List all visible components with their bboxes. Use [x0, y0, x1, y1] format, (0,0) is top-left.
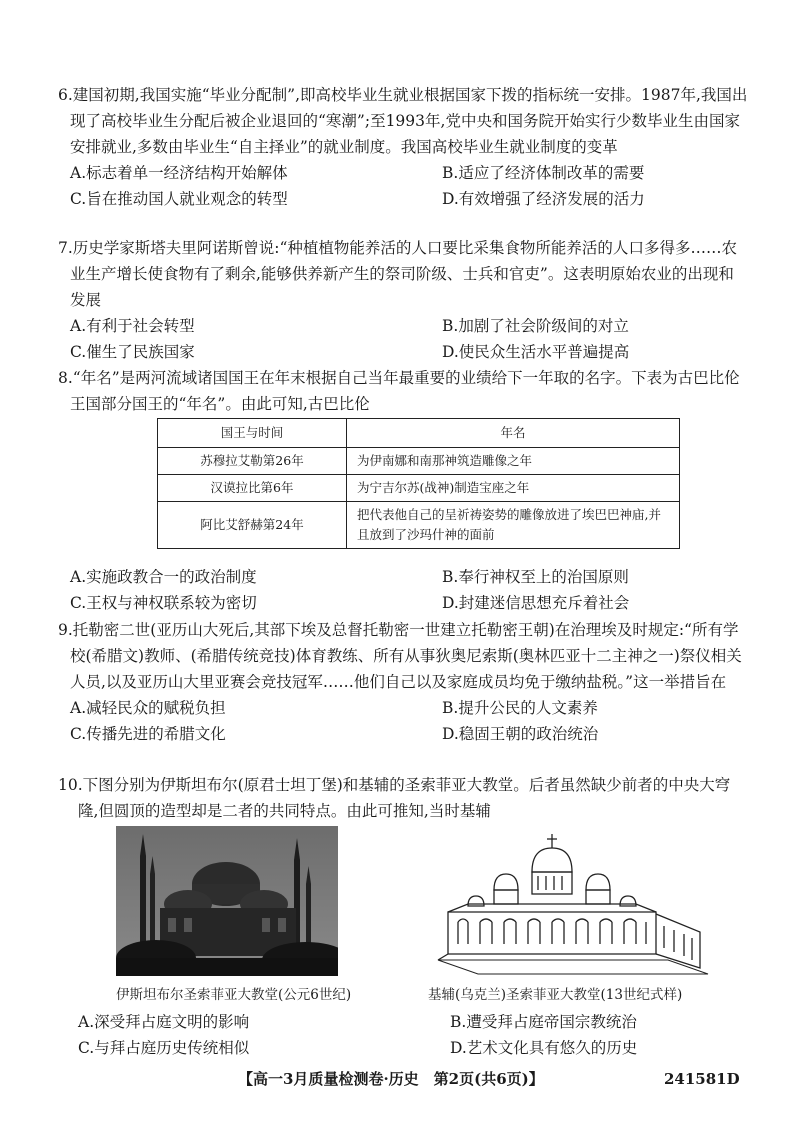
- question-10: [58, 772, 748, 824]
- question-7-options: [70, 313, 748, 365]
- question-9-option-a[interactable]: A.减轻民众的赋税负担: [70, 699, 226, 717]
- question-9-options: [70, 695, 748, 747]
- question-6-options: [70, 160, 748, 212]
- question-6-option-b[interactable]: B.适应了经济体制改革的需要: [442, 164, 645, 182]
- question-10-option-c[interactable]: C.与拜占庭历史传统相似: [78, 1039, 250, 1057]
- question-6-option-d[interactable]: D.有效增强了经济发展的活力: [442, 190, 645, 208]
- question-8: [58, 365, 748, 417]
- table-row: [158, 502, 680, 549]
- table-cell: 汉谟拉比第6年: [158, 475, 347, 502]
- question-9-option-b[interactable]: B.提升公民的人文素养: [442, 699, 598, 717]
- question-6: [58, 82, 748, 212]
- st-sophia-kyiv-line-art: [428, 832, 712, 982]
- question-9-stem: 9.托勒密二世(亚历山大死后,其部下埃及总督托勒密一世建立托勒密王朝)在治理埃及时规定:“所有学校(希腊文)教师、(希腊传统竞技)体育教练、所有从事狄奥尼索斯(奥林匹亚十二主神之一)祭仪相关人员,以及亚历山大里亚赛会竞技冠军……他们自己以及家庭成员均免于缴纳盐税。”这一举措旨在: [58, 621, 742, 691]
- question-9: [58, 617, 748, 747]
- question-8-options: [70, 564, 748, 616]
- table-header: 年名: [347, 419, 680, 448]
- st-sophia-kyiv-drawing: [428, 832, 712, 982]
- table-cell: 为宁吉尔苏(战神)制造宝座之年: [347, 475, 680, 502]
- question-7-option-d[interactable]: D.使民众生活水平普遍提高: [442, 343, 630, 361]
- table-cell: 阿比艾舒赫第24年: [158, 502, 347, 549]
- question-6-option-a[interactable]: A.标志着单一经济结构开始解体: [70, 164, 288, 182]
- question-7: [58, 235, 748, 365]
- table-header-row: [158, 419, 680, 448]
- question-9-option-d[interactable]: D.稳固王朝的政治统治: [442, 725, 599, 743]
- question-7-option-b[interactable]: B.加剧了社会阶级间的对立: [442, 317, 629, 335]
- question-9-option-c[interactable]: C.传播先进的希腊文化: [70, 725, 226, 743]
- table-row: [158, 475, 680, 502]
- question-10-stem: 10.下图分别为伊斯坦布尔(原君士坦丁堡)和基辅的圣索菲亚大教堂。后者虽然缺少前者的中央大穹隆,但圆顶的造型却是二者的共同特点。由此可推知,当时基辅: [58, 776, 731, 820]
- question-10-option-a[interactable]: A.深受拜占庭文明的影响: [78, 1013, 250, 1031]
- table-row: [158, 448, 680, 475]
- caption-kyiv: 基辅(乌克兰)圣索菲亚大教堂(13世纪式样): [428, 987, 683, 1003]
- question-8-option-c[interactable]: C.王权与神权联系较为密切: [70, 594, 257, 612]
- question-10-option-b[interactable]: B.遭受拜占庭帝国宗教统治: [450, 1013, 637, 1031]
- question-8-stem: 8.“年名”是两河流域诸国国王在年末根据自己当年最重要的业绩给下一年取的名字。下表为古巴比伦王国部分国王的“年名”。由此可知,古巴比伦: [58, 369, 740, 413]
- footer-title: 【高一3月质量检测卷·历史 第2页(共6页)】: [238, 1070, 544, 1088]
- question-8-option-b[interactable]: B.奉行神权至上的治国原则: [442, 568, 629, 586]
- table-header: 国王与时间: [158, 419, 347, 448]
- hagia-sophia-istanbul-photo: [116, 826, 338, 976]
- page-footer: [0, 1066, 794, 1094]
- question-8-option-a[interactable]: A.实施政教合一的政治制度: [70, 568, 257, 586]
- table-cell: 苏穆拉艾勒第26年: [158, 448, 347, 475]
- hagia-sophia-silhouette: [116, 826, 338, 976]
- year-name-table: [157, 418, 680, 549]
- question-7-stem: 7.历史学家斯塔夫里阿诺斯曾说:“种植植物能养活的人口要比采集食物所能养活的人口多得多……农业生产增长使食物有了剩余,能够供养新产生的祭司阶级、士兵和官吏”。这表明原始农业的出现和发展: [58, 239, 737, 309]
- caption-istanbul: 伊斯坦布尔圣索菲亚大教堂(公元6世纪): [116, 987, 352, 1003]
- question-7-option-a[interactable]: A.有利于社会转型: [70, 317, 195, 335]
- question-7-option-c[interactable]: C.催生了民族国家: [70, 343, 195, 361]
- question-8-option-d[interactable]: D.封建迷信思想充斥着社会: [442, 594, 630, 612]
- question-8-options-block: [58, 564, 748, 616]
- question-6-option-c[interactable]: C.旨在推动国人就业观念的转型: [70, 190, 288, 208]
- question-10-options: [78, 1009, 748, 1061]
- question-10-option-d[interactable]: D.艺术文化具有悠久的历史: [450, 1039, 638, 1057]
- table-cell: 为伊南娜和南那神筑造雕像之年: [347, 448, 680, 475]
- table-cell: 把代表他自己的呈祈祷姿势的雕像放进了埃巴巴神庙,并且放到了沙玛什神的面前: [347, 502, 680, 549]
- question-10-options-block: [58, 1009, 748, 1061]
- footer-code: 241581D: [664, 1070, 740, 1088]
- question-6-stem: 6.建国初期,我国实施“毕业分配制”,即高校毕业生就业根据国家下拨的指标统一安排。1987年,我国出现了高校毕业生分配后被企业退回的“寒潮”;至1993年,党中央和国务院开始实行少数毕业生由国家安排就业,多数由毕业生“自主择业”的就业制度。我国高校毕业生就业制度的变革: [58, 86, 748, 156]
